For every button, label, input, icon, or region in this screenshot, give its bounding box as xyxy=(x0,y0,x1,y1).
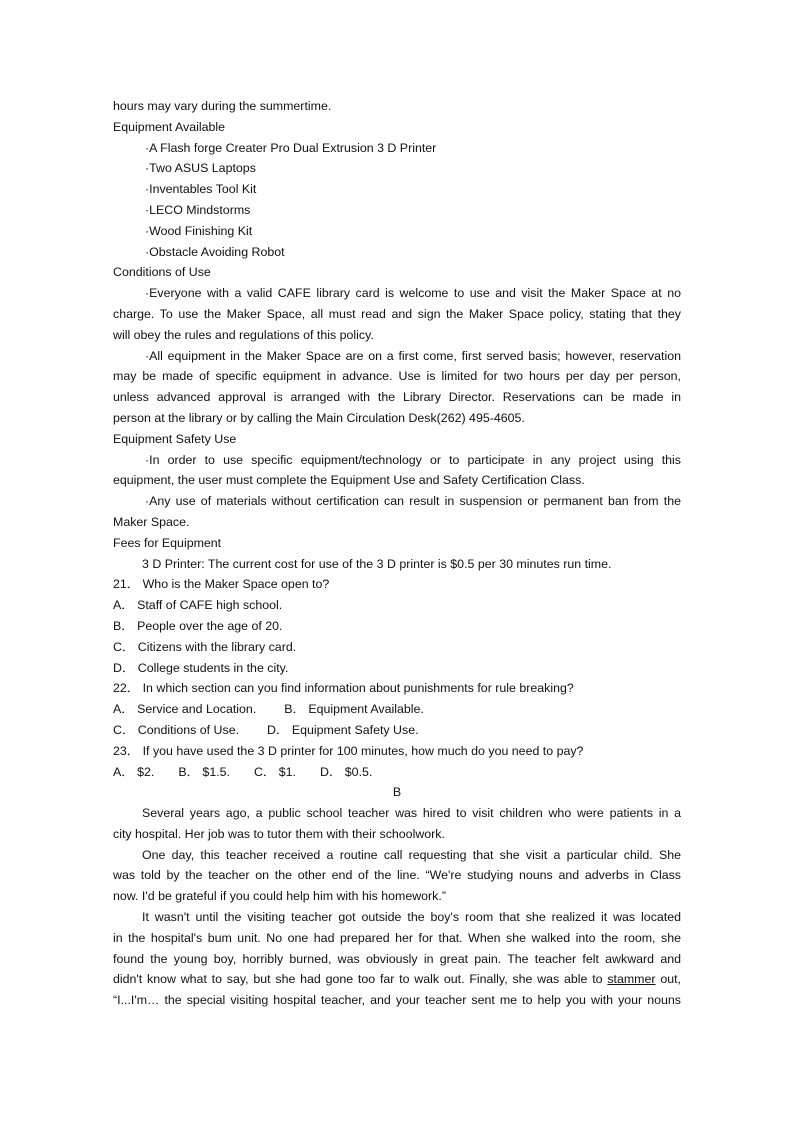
b-p2-line: One day, this teacher received a routine call requesting that she visit a particular child. She xyxy=(142,847,681,862)
q23-option-b: B． $1.5. xyxy=(178,764,230,779)
equipment-item: ·Obstacle Avoiding Robot xyxy=(145,244,285,259)
equipment-item: ·Inventables Tool Kit xyxy=(145,182,257,197)
q22-options-row2 xyxy=(113,720,681,741)
q21-stem: 21． Who is the Maker Space open to? xyxy=(113,577,330,592)
q22-options-row1 xyxy=(113,699,681,720)
fees-heading: Fees for Equipment xyxy=(113,535,222,550)
q22-option-c: C． Conditions of Use. xyxy=(113,722,240,737)
q23-option-d: D． $0.5. xyxy=(320,764,373,779)
b-p3-line: found the young boy, horribly burned, was obviously in great pain. The teacher felt awkward and xyxy=(113,951,681,966)
section-b-label: B xyxy=(392,785,402,800)
b-p2-line: now. I'd be grateful if you could help him with his homework.” xyxy=(113,889,446,904)
b-p3-line4-start: didn't know what to say, but she had gone too far to walk out. Finally, she was able to xyxy=(113,972,603,987)
safety-heading: Equipment Safety Use xyxy=(113,431,237,446)
safety-p2-line: ·Any use of materials without certification can result in suspension or permanent ban from the xyxy=(145,494,681,509)
b-p3-line4-end: out, xyxy=(660,972,681,987)
conditions-p2-line: ·All equipment in the Maker Space are on a first come, first served basis; however, reservation xyxy=(145,348,681,363)
q21-option-b: B． People over the age of 20. xyxy=(113,618,283,633)
conditions-p2-line: may be made of specific equipment in advance. Use is limited for two hours per day per person, xyxy=(113,369,681,384)
b-p3-line: in the hospital's bum unit. No one had prepared her for that. When she walked into the room, she xyxy=(113,930,681,945)
underlined-word-stammer: stammer xyxy=(607,972,656,987)
b-p3-line: “I...I'm… the special visiting hospital teacher, and your teacher sent me to help you with your nouns xyxy=(113,993,681,1008)
q22-option-d: D． Equipment Safety Use. xyxy=(267,722,419,737)
q23-option-a: A． $2. xyxy=(113,764,155,779)
q21-option-a: A． Staff of CAFE high school. xyxy=(113,598,283,613)
equipment-item: ·Wood Finishing Kit xyxy=(145,223,253,238)
conditions-p2-line: person at the library or by calling the Main Circulation Desk(262) 495-4605. xyxy=(113,410,525,425)
conditions-p1-line: ·Everyone with a valid CAFE library card is welcome to use and visit the Maker Space at no xyxy=(145,286,681,301)
q22-option-b: B． Equipment Available. xyxy=(284,702,424,717)
equipment-item: ·LECO Mindstorms xyxy=(145,202,251,217)
q22-stem: 22． In which section can you find information about punishments for rule breaking? xyxy=(113,681,574,696)
hours-note: hours may vary during the summertime. xyxy=(113,99,332,113)
b-p3-line: It wasn't until the visiting teacher got outside the boy's room that she realized it was located xyxy=(142,910,681,925)
b-p1-line: Several years ago, a public school teacher was hired to visit children who were patients in a xyxy=(142,806,681,821)
fees-text: 3 D Printer: The current cost for use of the 3 D printer is $0.5 per 30 minutes run time. xyxy=(142,556,612,571)
equipment-item: ·Two ASUS Laptops xyxy=(145,161,256,176)
b-p3-line xyxy=(113,969,681,990)
q23-stem: 23． If you have used the 3 D printer for 100 minutes, how much do you need to pay? xyxy=(113,743,584,758)
b-p1-line: city hospital. Her job was to tutor them with their schoolwork. xyxy=(113,826,445,841)
safety-p2-line: Maker Space. xyxy=(113,514,190,529)
page-content xyxy=(113,96,681,1011)
conditions-p1-line: will obey the rules and regulations of this policy. xyxy=(113,327,374,342)
equipment-item: ·A Flash forge Creater Pro Dual Extrusion 3 D Printer xyxy=(145,140,437,155)
conditions-p2-line: unless advanced approval is arranged with the Library Director. Reservations can be made in xyxy=(113,390,681,405)
conditions-p1-line: charge. To use the Maker Space, all must read and sign the Maker Space policy, stating that they xyxy=(113,306,681,321)
equipment-heading: Equipment Available xyxy=(113,119,226,134)
q21-option-c: C． Citizens with the library card. xyxy=(113,639,297,654)
q23-option-c: C． $1. xyxy=(253,764,296,779)
conditions-heading: Conditions of Use xyxy=(113,265,211,280)
b-p2-line: was told by the teacher on the other end of the line. “We're studying nouns and adverbs in Class xyxy=(113,868,681,883)
q23-options-row xyxy=(113,762,681,783)
safety-p1-line: ·In order to use specific equipment/technology or to participate in any project using this xyxy=(145,452,681,467)
safety-p1-line: equipment, the user must complete the Equipment Use and Safety Certification Class. xyxy=(113,473,585,488)
q22-option-a: A． Service and Location. xyxy=(113,702,257,717)
q21-option-d: D． College students in the city. xyxy=(113,660,289,675)
